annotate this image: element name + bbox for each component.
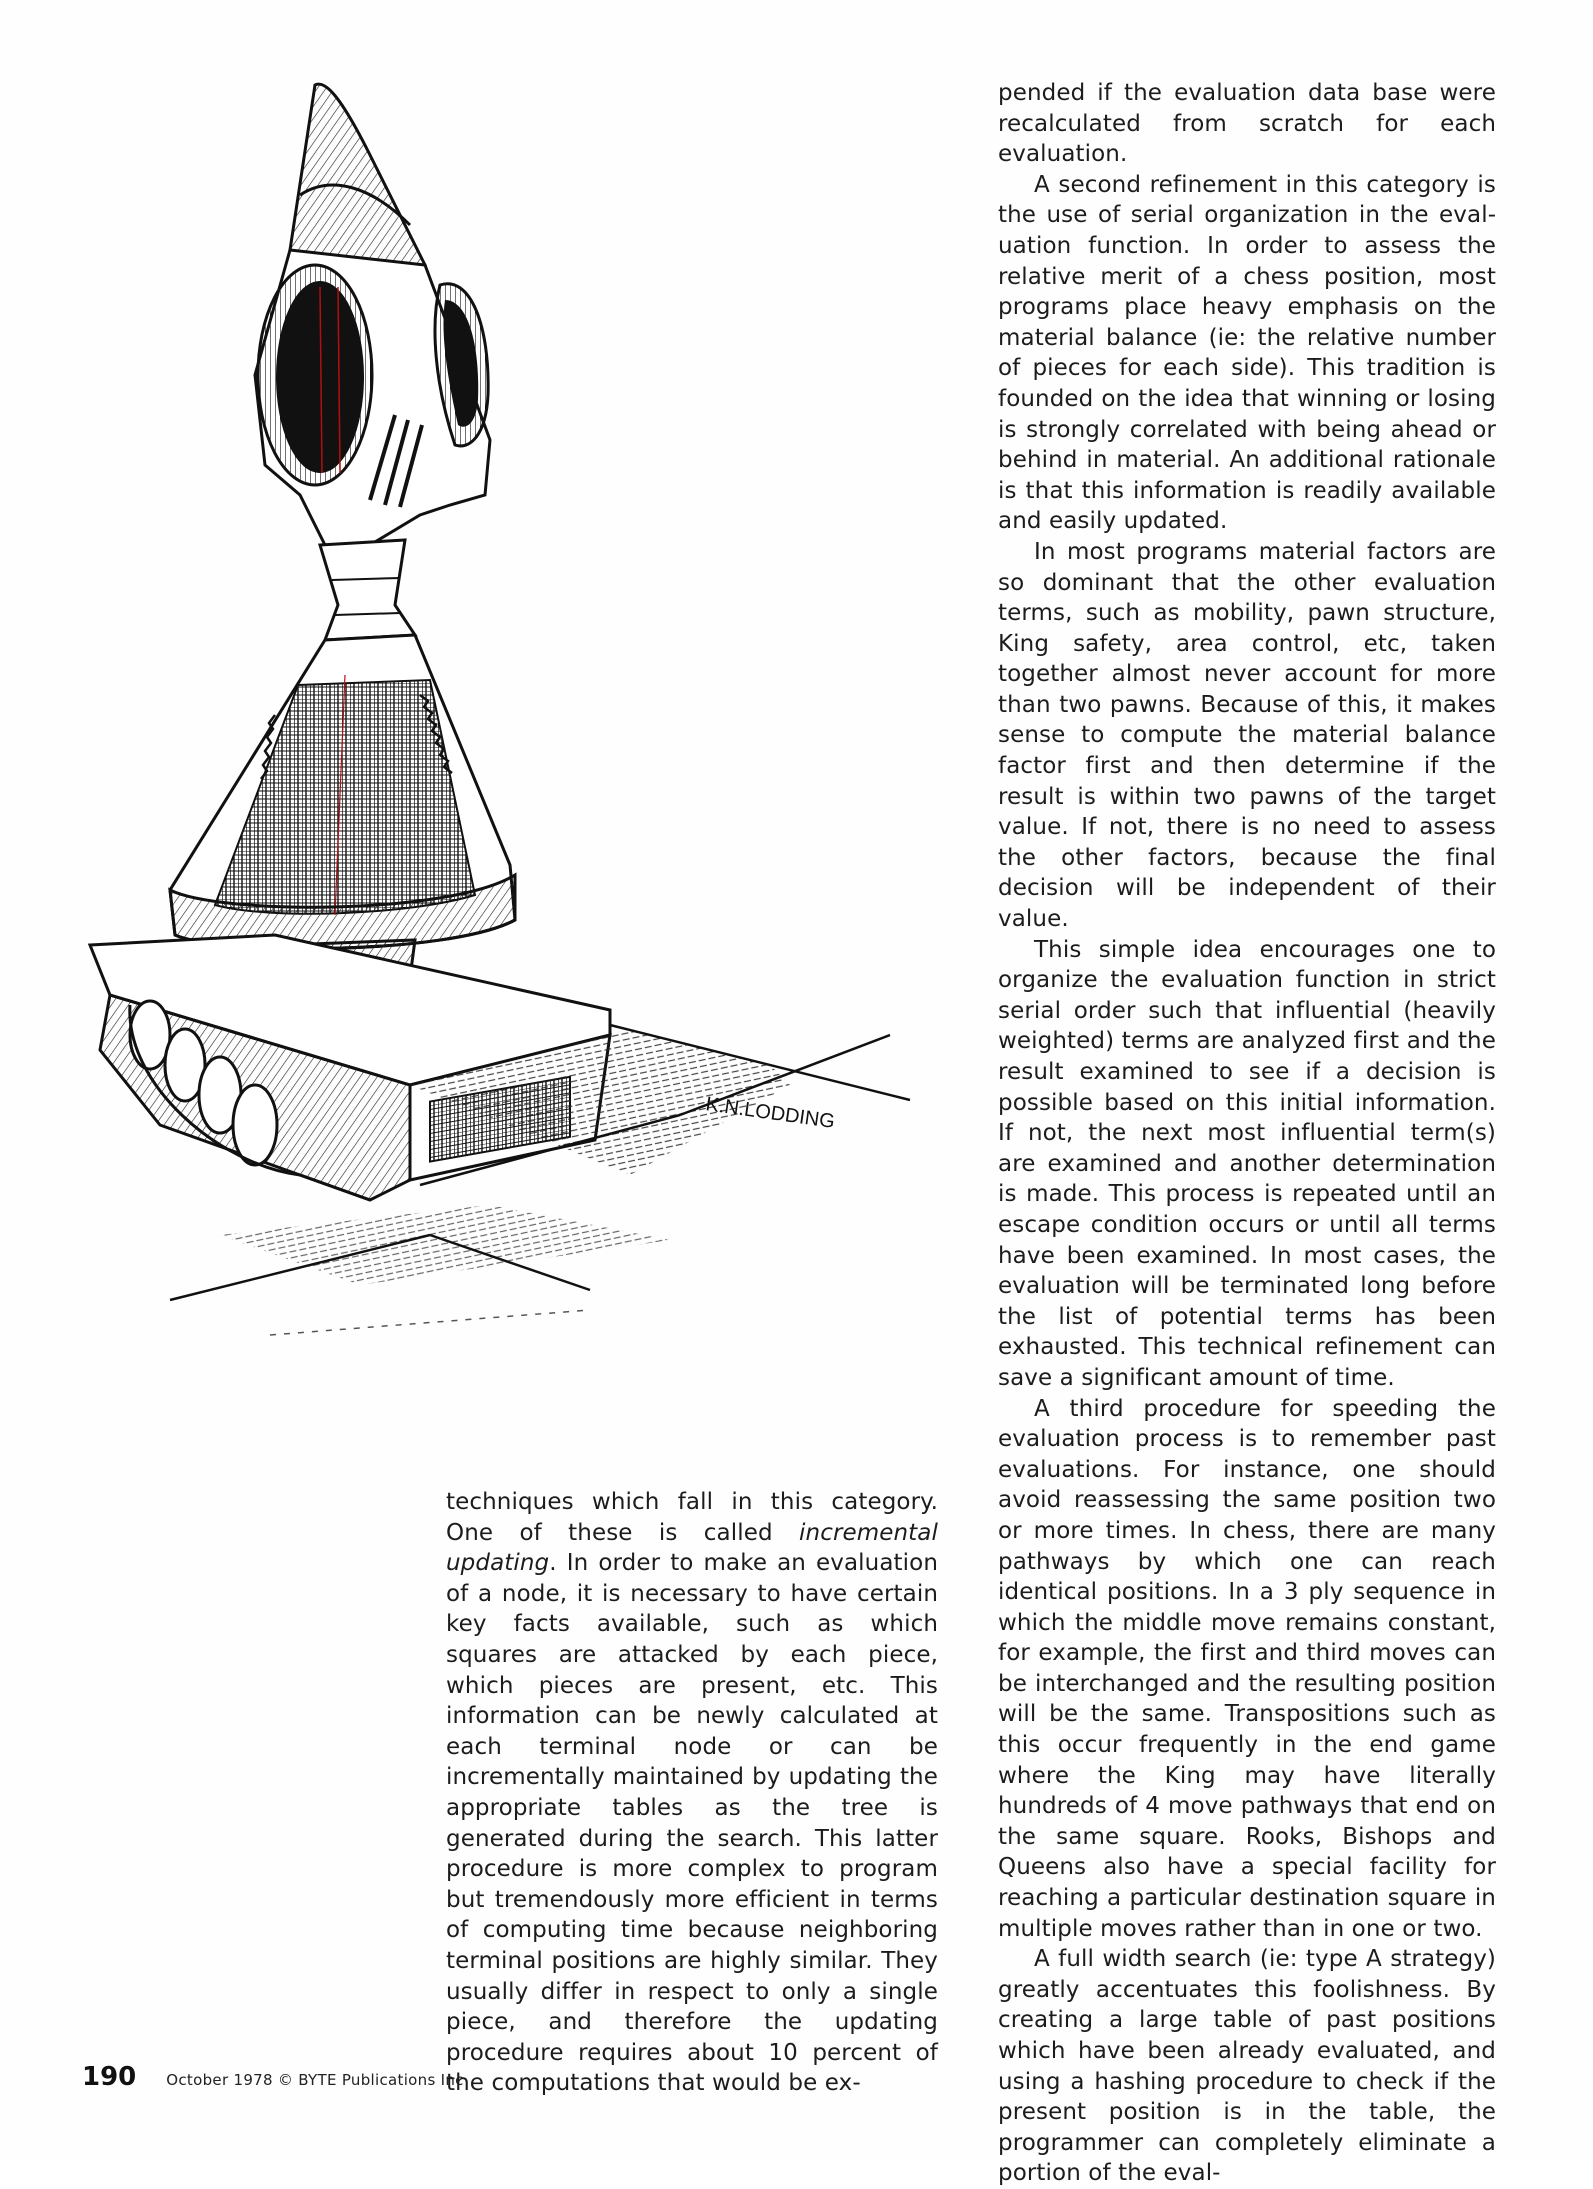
robot-chess-piece-illustration	[70, 75, 970, 1435]
paragraph-text: techniques which fall in this category. One of these is called	[446, 1489, 938, 1546]
paragraph: In most programs material factors are so dominant that the other evaluation terms, such as mobility, pawn structure, King safety, area control, etc, taken together almost never account for more than two pawns. Because of this, it makes sense to compute the material balance factor first and then determine if the result is within two pawns of the target value. If not, there is no need to assess the other factors, because the final decision will be independent of their value.	[998, 538, 1496, 933]
paragraph: A second refinement in this category is the use of serial organization in the evaluation function. In order to assess the relative merit of a chess position, most programs place heavy emphasis on the material balance (ie: the relative number of pieces for each side). This tradition is founded on the idea that winning or losing is strongly correlated with being ahead or behind in material. An additional rationale is that this information is readily available and easily updated.	[998, 171, 1496, 535]
emphasized-term: incremental updating	[446, 1519, 938, 1577]
artist-signature: K.N.LODDING	[704, 1093, 837, 1134]
paragraph: pended if the evaluation data base were recalculated from scratch for each evaluation.	[998, 80, 1496, 168]
paragraph: This simple idea encourages one to organize the evaluation function in strict serial order such that influential (heavily weighted) terms are analyzed first and the result examined to see if a decision is possible based on this initial information. If not, the next most influential term(s) are examined and another determination is made. This process is repeated until an escape condition occurs or until all terms have been examined. In most cases, the evaluation will be terminated long before the list of potential terms has been exhausted. This technical refinement can save a significant amount of time.	[998, 936, 1496, 1391]
page-footer	[82, 2062, 464, 2092]
paragraph	[446, 1487, 938, 2099]
paragraph-text: . In order to make an evaluation of a node, it is necessary to have certain key facts available, such as which squares are attacked by each piece, which pieces are present, etc. This information can be newly calculated at each terminal node or can be incrementally maintained by updating the appropriate tables as the tree is generated during the search. This latter procedure is more complex to program but tremendously more efficient in terms of computing time because neighboring terminal positions are highly similar. They usually differ in respect to only a single piece, and therefore the updating procedure requires about 10 percent of the computations that would be ex-	[446, 1550, 938, 2097]
right-text-column	[998, 78, 1496, 2189]
pen-drawing-icon	[70, 75, 970, 1435]
paragraph: A third procedure for speeding the evaluation process is to remember past evaluations. For instance, one should avoid reassessing the same position two or more times. In chess, there are many pathways by which one can reach identical positions. In a 3 ply sequence in which the middle move remains constant, for example, the first and third moves can be interchanged and the resulting position will be the same. Transpositions such as this occur frequently in the end game where the King may have literally hundreds of 4 move pathways that end on the same square. Rooks, Bishops and Queens also have a special facility for reaching a particular destination square in multiple moves rather than in one or two.	[998, 1395, 1496, 1942]
left-text-column	[446, 1487, 938, 2099]
publication-credit: October 1978 © BYTE Publications Inc	[166, 2071, 464, 2089]
paragraph: A full width search (ie: type A strategy) greatly accentuates this foolishness. By creating a large table of past positions which have been already evaluated, and using a hashing procedure to check if the present position is in the table, the programmer can completely eliminate a portion of the eval-	[998, 1946, 1496, 2187]
page-number: 190	[82, 2062, 137, 2092]
